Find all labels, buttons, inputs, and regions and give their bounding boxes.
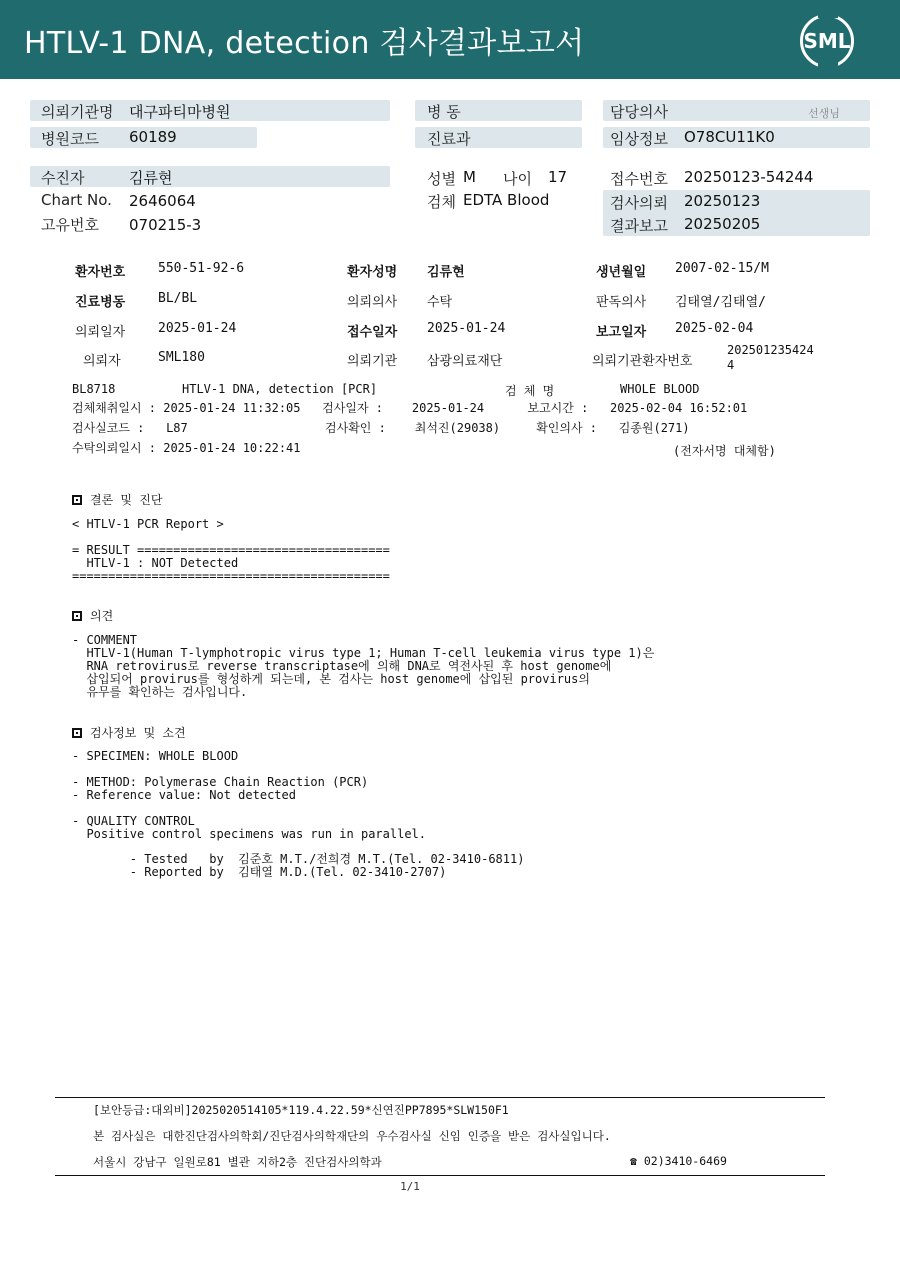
logo-gap-top [818, 10, 838, 18]
opinion-section-title [72, 607, 113, 624]
req-doctor-label: 의뢰의사 [347, 295, 398, 310]
patient-name-value: 김류현 [427, 265, 465, 280]
institution-value: 대구파티마병원 [129, 103, 231, 121]
test-info-title-text: 검사정보 및 소견 [90, 726, 186, 740]
chart-label: Chart No. [41, 191, 112, 209]
birth-value: 2007-02-15/M [675, 261, 769, 276]
chart-value: 2646064 [129, 192, 196, 210]
patient-no-label: 환자번호 [75, 265, 126, 280]
test-name: HTLV-1 DNA, detection [PCR] [182, 382, 378, 396]
report-label: 결과보고 [610, 217, 668, 235]
specimen-value: EDTA Blood [463, 191, 550, 209]
result-block: = RESULT =================================== HTLV-1 : NOT Detected ============================================ [72, 543, 390, 583]
report-date-label: 보고일자 [596, 325, 647, 340]
requester-label: 의뢰자 [83, 354, 121, 369]
ward-detail-value: BL/BL [158, 291, 198, 306]
receipt-label: 접수번호 [610, 170, 668, 188]
sml-logo [800, 14, 854, 68]
request-value: 20250123 [684, 192, 761, 210]
req-date-label: 의뢰일자 [75, 325, 126, 340]
footer-top-rule [55, 1097, 825, 1098]
req-institution-value: 삼광의료재단 [427, 354, 503, 369]
logo-text: SML [803, 29, 851, 53]
tested-block: - Tested by 김준호 M.T./전희경 M.T.(Tel. 02-3410-6811) - Reported by 김태열 M.D.(Tel. 02-3410-2707) [129, 852, 525, 879]
test-code: BL8718 [72, 382, 116, 396]
consign-line: 수탁의뢰일시 : 2025-01-24 10:22:41 [72, 441, 301, 455]
certification-line: 본 검사실은 대한진단검사의학회/진단검사의학재단의 우수검사실 신임 인증을 받은 검사실입니다. [93, 1129, 611, 1143]
clinical-label: 임상정보 [610, 130, 668, 148]
doctor-label: 담당의사 [610, 103, 668, 121]
sex-label: 성별 [427, 170, 456, 188]
request-label: 검사의뢰 [610, 194, 668, 212]
receipt-date-value: 2025-01-24 [427, 321, 506, 336]
req-date-value: 2025-01-24 [158, 321, 237, 336]
footer-bottom-rule [55, 1175, 825, 1176]
collection-line: 검체채취일시 : 2025-01-24 11:32:05 검사일자 : 2025-01-24 보고시간 : 2025-02-04 16:52:01 [72, 401, 748, 415]
specimen-name-value: WHOLE BLOOD [620, 382, 700, 396]
section-square-icon [72, 495, 82, 505]
unique-value: 070215-3 [129, 216, 202, 234]
ward-detail-label: 진료병동 [75, 295, 126, 310]
report-title: HTLV-1 DNA, detection 검사결과보고서 [24, 26, 585, 61]
patient-value: 김류현 [129, 169, 173, 187]
phone-line: ☎ 02)3410-6469 [630, 1154, 727, 1168]
report-date-value: 2025-02-04 [675, 321, 754, 336]
unique-label: 고유번호 [41, 216, 99, 234]
patient-name-label: 환자성명 [347, 265, 398, 280]
birth-label: 생년월일 [596, 265, 647, 280]
address-line: 서울시 강남구 일원로81 별관 지하2층 진단검사의학과 [93, 1155, 382, 1169]
reading-doctor-label: 판독의사 [596, 295, 647, 310]
patient-label: 수진자 [41, 169, 85, 187]
age-value: 17 [548, 168, 568, 186]
qc-block: - QUALITY CONTROL Positive control specimens was run in parallel. [72, 814, 427, 841]
dept-label: 진료과 [427, 130, 471, 148]
specimen-line: - SPECIMEN: WHOLE BLOOD [72, 749, 239, 763]
logo-gap-bottom [818, 62, 838, 70]
clinical-value: O78CU11K0 [684, 128, 775, 146]
report-subtitle: < HTLV-1 PCR Report > [72, 517, 224, 531]
hospital-code-value: 60189 [129, 128, 177, 146]
report-value: 20250205 [684, 215, 761, 233]
sex-value: M [463, 168, 476, 186]
inst-patient-no-label: 의뢰기관환자번호 [592, 354, 693, 369]
patient-no-value: 550-51-92-6 [158, 261, 245, 276]
inst-patient-no-value: 202501235424 [727, 343, 814, 357]
hospital-code-label: 병원코드 [41, 130, 99, 148]
esign-note: (전자서명 대체함) [673, 444, 776, 458]
test-info-section-title [72, 724, 186, 741]
header-banner [0, 0, 900, 79]
institution-label: 의뢰기관명 [41, 103, 114, 121]
section-square-icon [72, 728, 82, 738]
section-square-icon [72, 611, 82, 621]
ward-label: 병 동 [427, 103, 461, 121]
doctor-suffix: 선생님 [808, 107, 840, 120]
receipt-date-label: 접수일자 [347, 325, 398, 340]
conclusion-section-title [72, 491, 162, 508]
requester-value: SML180 [158, 350, 205, 365]
comment-block: - COMMENT HTLV-1(Human T-lymphotropic virus type 1; Human T-cell leukemia virus type 1)은 RNA retrovirus로 reverse transcriptase에 의해 DNA로 역전사된 후 host genome에 삽입되어 provirus를 형성하게 되는데, 본 검사는 host genome에 삽입된 provirus의 유무를 확인하는 검사입니다. [72, 633, 655, 699]
page-number: 1/1 [400, 1180, 420, 1193]
security-line: [보안등급:대외비]2025020514105*119.4.22.59*신연진PP7895*SLW150F1 [93, 1103, 509, 1117]
specimen-name-label: 검 체 명 [505, 384, 555, 398]
conclusion-title-text: 결론 및 진단 [90, 493, 163, 507]
inst-patient-no-cont: 4 [727, 358, 735, 372]
lab-code-line: 검사실코드 : L87 검사확인 : 최석진(29038) 확인의사 : 김종원(271) [72, 421, 690, 435]
age-label: 나이 [503, 170, 532, 188]
specimen-label: 검체 [427, 193, 456, 211]
opinion-title-text: 의견 [90, 609, 114, 623]
receipt-value: 20250123-54244 [684, 168, 814, 186]
reading-doctor-value: 김태열/김태열/ [675, 295, 767, 310]
method-block: - METHOD: Polymerase Chain Reaction (PCR) - Reference value: Not detected [72, 775, 369, 802]
req-doctor-value: 수탁 [427, 295, 453, 310]
req-institution-label: 의뢰기관 [347, 354, 398, 369]
